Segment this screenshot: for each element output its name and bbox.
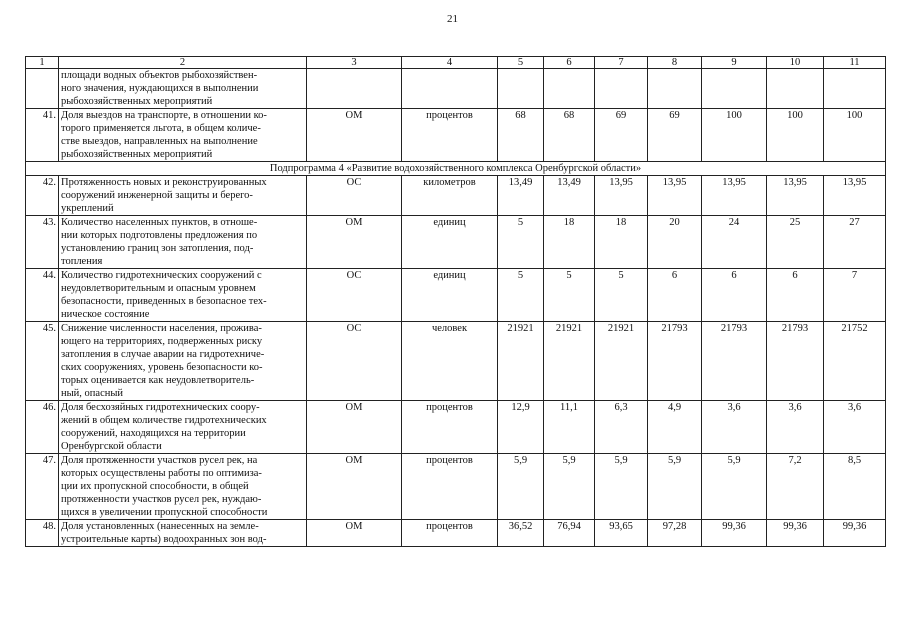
unit-of-measure: процентов — [402, 454, 498, 520]
indicator-code: ОМ — [307, 216, 402, 269]
year-value — [648, 69, 702, 109]
row-number: 46. — [26, 401, 59, 454]
table-row — [26, 520, 886, 547]
unit-of-measure: единиц — [402, 216, 498, 269]
unit-of-measure: процентов — [402, 401, 498, 454]
year-value: 27 — [824, 216, 886, 269]
row-number: 44. — [26, 269, 59, 322]
indicator-description — [59, 269, 307, 322]
indicator-code: ОС — [307, 269, 402, 322]
year-value — [702, 69, 767, 109]
unit-of-measure — [402, 69, 498, 109]
year-value: 21921 — [544, 322, 595, 401]
column-header: 10 — [767, 57, 824, 69]
row-number: 48. — [26, 520, 59, 547]
indicator-code — [307, 69, 402, 109]
year-value: 99,36 — [702, 520, 767, 547]
year-value: 7 — [824, 269, 886, 322]
year-value: 3,6 — [767, 401, 824, 454]
year-value: 99,36 — [767, 520, 824, 547]
year-value — [544, 69, 595, 109]
description-line: Доля выездов на транспорте, в отношении ко- — [61, 110, 267, 121]
year-value: 13,95 — [648, 176, 702, 216]
subprogram-heading: Подпрограмма 4 «Развитие водохозяйственного комплекса Оренбургской области» — [26, 162, 886, 176]
year-value: 6 — [702, 269, 767, 322]
row-number — [26, 69, 59, 109]
indicator-code: ОМ — [307, 454, 402, 520]
unit-of-measure: единиц — [402, 269, 498, 322]
table-row — [26, 216, 886, 269]
description-line: Доля протяженности участков русел рек, на — [61, 455, 258, 466]
year-value: 21921 — [498, 322, 544, 401]
column-header: 6 — [544, 57, 595, 69]
indicator-code: ОМ — [307, 401, 402, 454]
year-value: 13,49 — [544, 176, 595, 216]
indicator-description — [59, 176, 307, 216]
description-line: которых осуществлены работы по оптимиза- — [61, 468, 262, 479]
year-value: 5 — [595, 269, 648, 322]
table-row — [26, 269, 886, 322]
table-row — [26, 454, 886, 520]
year-value: 69 — [595, 109, 648, 162]
description-line: устроительные карты) водоохранных зон вод- — [61, 534, 267, 545]
year-value: 5,9 — [648, 454, 702, 520]
year-value: 18 — [595, 216, 648, 269]
year-value — [824, 69, 886, 109]
year-value: 3,6 — [702, 401, 767, 454]
year-value: 13,95 — [702, 176, 767, 216]
description-line: Доля установленных (нанесенных на земле- — [61, 521, 259, 532]
year-value: 97,28 — [648, 520, 702, 547]
description-line: ских сооружениях, уровень безопасности ко- — [61, 362, 263, 373]
year-value: 7,2 — [767, 454, 824, 520]
year-value: 5,9 — [702, 454, 767, 520]
year-value: 5 — [498, 269, 544, 322]
description-line: Количество населенных пунктов, в отноше- — [61, 217, 258, 228]
description-line: ного значения, нуждающихся в выполнении — [61, 83, 259, 94]
description-line: торых оценивается как неудовлетворитель- — [61, 375, 255, 386]
year-value: 100 — [767, 109, 824, 162]
year-value: 12,9 — [498, 401, 544, 454]
year-value: 5 — [498, 216, 544, 269]
description-line: укреплений — [61, 203, 114, 214]
row-number: 43. — [26, 216, 59, 269]
indicator-code: ОМ — [307, 109, 402, 162]
column-header: 1 — [26, 57, 59, 69]
description-line: рыбохозяйственных мероприятий — [61, 96, 213, 107]
year-value: 100 — [702, 109, 767, 162]
indicator-description — [59, 401, 307, 454]
indicator-description — [59, 322, 307, 401]
page-number: 21 — [447, 13, 458, 25]
year-value: 21793 — [702, 322, 767, 401]
year-value: 13,95 — [595, 176, 648, 216]
year-value: 5 — [544, 269, 595, 322]
row-number: 45. — [26, 322, 59, 401]
description-line: жений в общем количестве гидротехнических — [61, 415, 267, 426]
description-line: топления — [61, 256, 103, 267]
year-value: 76,94 — [544, 520, 595, 547]
column-header: 11 — [824, 57, 886, 69]
description-line: сооружений инженерной защиты и берего- — [61, 190, 253, 201]
description-line: Снижение численности населения, прожива- — [61, 323, 262, 334]
table-row — [26, 109, 886, 162]
year-value: 6,3 — [595, 401, 648, 454]
table-header-row — [26, 57, 886, 69]
column-header: 9 — [702, 57, 767, 69]
indicator-description — [59, 109, 307, 162]
year-value: 100 — [824, 109, 886, 162]
description-line: площади водных объектов рыбохозяйствен- — [61, 70, 258, 81]
description-line: протяженности участков русел рек, нуждаю- — [61, 494, 262, 505]
description-line: ции их пропускной способности, в общей — [61, 481, 249, 492]
description-line: затопления в случае аварии на гидротехниче- — [61, 349, 265, 360]
year-value: 21793 — [648, 322, 702, 401]
year-value: 68 — [544, 109, 595, 162]
year-value: 5,9 — [544, 454, 595, 520]
unit-of-measure: человек — [402, 322, 498, 401]
year-value: 93,65 — [595, 520, 648, 547]
year-value: 6 — [648, 269, 702, 322]
indicator-description — [59, 216, 307, 269]
indicator-description — [59, 454, 307, 520]
year-value: 5,9 — [595, 454, 648, 520]
description-line: безопасности, приведенных в безопасное тех- — [61, 296, 267, 307]
year-value — [498, 69, 544, 109]
description-line: торого применяется льгота, в общем количе- — [61, 123, 261, 134]
year-value: 13,49 — [498, 176, 544, 216]
year-value: 5,9 — [498, 454, 544, 520]
column-header: 7 — [595, 57, 648, 69]
table-row — [26, 176, 886, 216]
indicator-code: ОМ — [307, 520, 402, 547]
column-header: 5 — [498, 57, 544, 69]
description-line: Доля бесхозяйных гидротехнических соору- — [61, 402, 260, 413]
row-number: 41. — [26, 109, 59, 162]
year-value: 24 — [702, 216, 767, 269]
unit-of-measure: километров — [402, 176, 498, 216]
year-value: 20 — [648, 216, 702, 269]
row-number: 42. — [26, 176, 59, 216]
year-value: 99,36 — [824, 520, 886, 547]
description-line: Оренбургской области — [61, 441, 162, 452]
year-value: 36,52 — [498, 520, 544, 547]
year-value: 4,9 — [648, 401, 702, 454]
year-value: 69 — [648, 109, 702, 162]
description-line: неудовлетворительным и опасным уровнем — [61, 283, 256, 294]
year-value — [767, 69, 824, 109]
year-value: 3,6 — [824, 401, 886, 454]
year-value: 18 — [544, 216, 595, 269]
year-value: 21921 — [595, 322, 648, 401]
year-value: 68 — [498, 109, 544, 162]
year-value — [595, 69, 648, 109]
description-line: щихся в увеличении пропускной способности — [61, 507, 268, 518]
year-value: 21793 — [767, 322, 824, 401]
year-value: 21752 — [824, 322, 886, 401]
year-value: 25 — [767, 216, 824, 269]
description-line: рыбохозяйственных мероприятий — [61, 149, 213, 160]
description-line: ническое состояние — [61, 309, 150, 320]
description-line: Количество гидротехнических сооружений с — [61, 270, 262, 281]
indicator-description — [59, 69, 307, 109]
description-line: стве выездов, направленных на выполнение — [61, 136, 258, 147]
indicators-table — [25, 56, 886, 547]
unit-of-measure: процентов — [402, 520, 498, 547]
table-row — [26, 69, 886, 109]
subprogram-heading-row — [26, 162, 886, 176]
table-row — [26, 401, 886, 454]
indicator-code: ОС — [307, 176, 402, 216]
year-value: 6 — [767, 269, 824, 322]
year-value: 13,95 — [767, 176, 824, 216]
description-line: ный, опасный — [61, 388, 124, 399]
year-value: 11,1 — [544, 401, 595, 454]
column-header: 8 — [648, 57, 702, 69]
row-number: 47. — [26, 454, 59, 520]
indicator-description — [59, 520, 307, 547]
column-header: 4 — [402, 57, 498, 69]
unit-of-measure: процентов — [402, 109, 498, 162]
description-line: Протяженность новых и реконструированных — [61, 177, 267, 188]
column-header: 3 — [307, 57, 402, 69]
description-line: нии которых подготовлены предложения по — [61, 230, 258, 241]
description-line: сооружений, находящихся на территории — [61, 428, 246, 439]
description-line: ющего на территориях, подверженных риску — [61, 336, 263, 347]
description-line: установлению границ зон затопления, под- — [61, 243, 254, 254]
year-value: 8,5 — [824, 454, 886, 520]
column-header: 2 — [59, 57, 307, 69]
year-value: 13,95 — [824, 176, 886, 216]
indicator-code: ОС — [307, 322, 402, 401]
table-row — [26, 322, 886, 401]
